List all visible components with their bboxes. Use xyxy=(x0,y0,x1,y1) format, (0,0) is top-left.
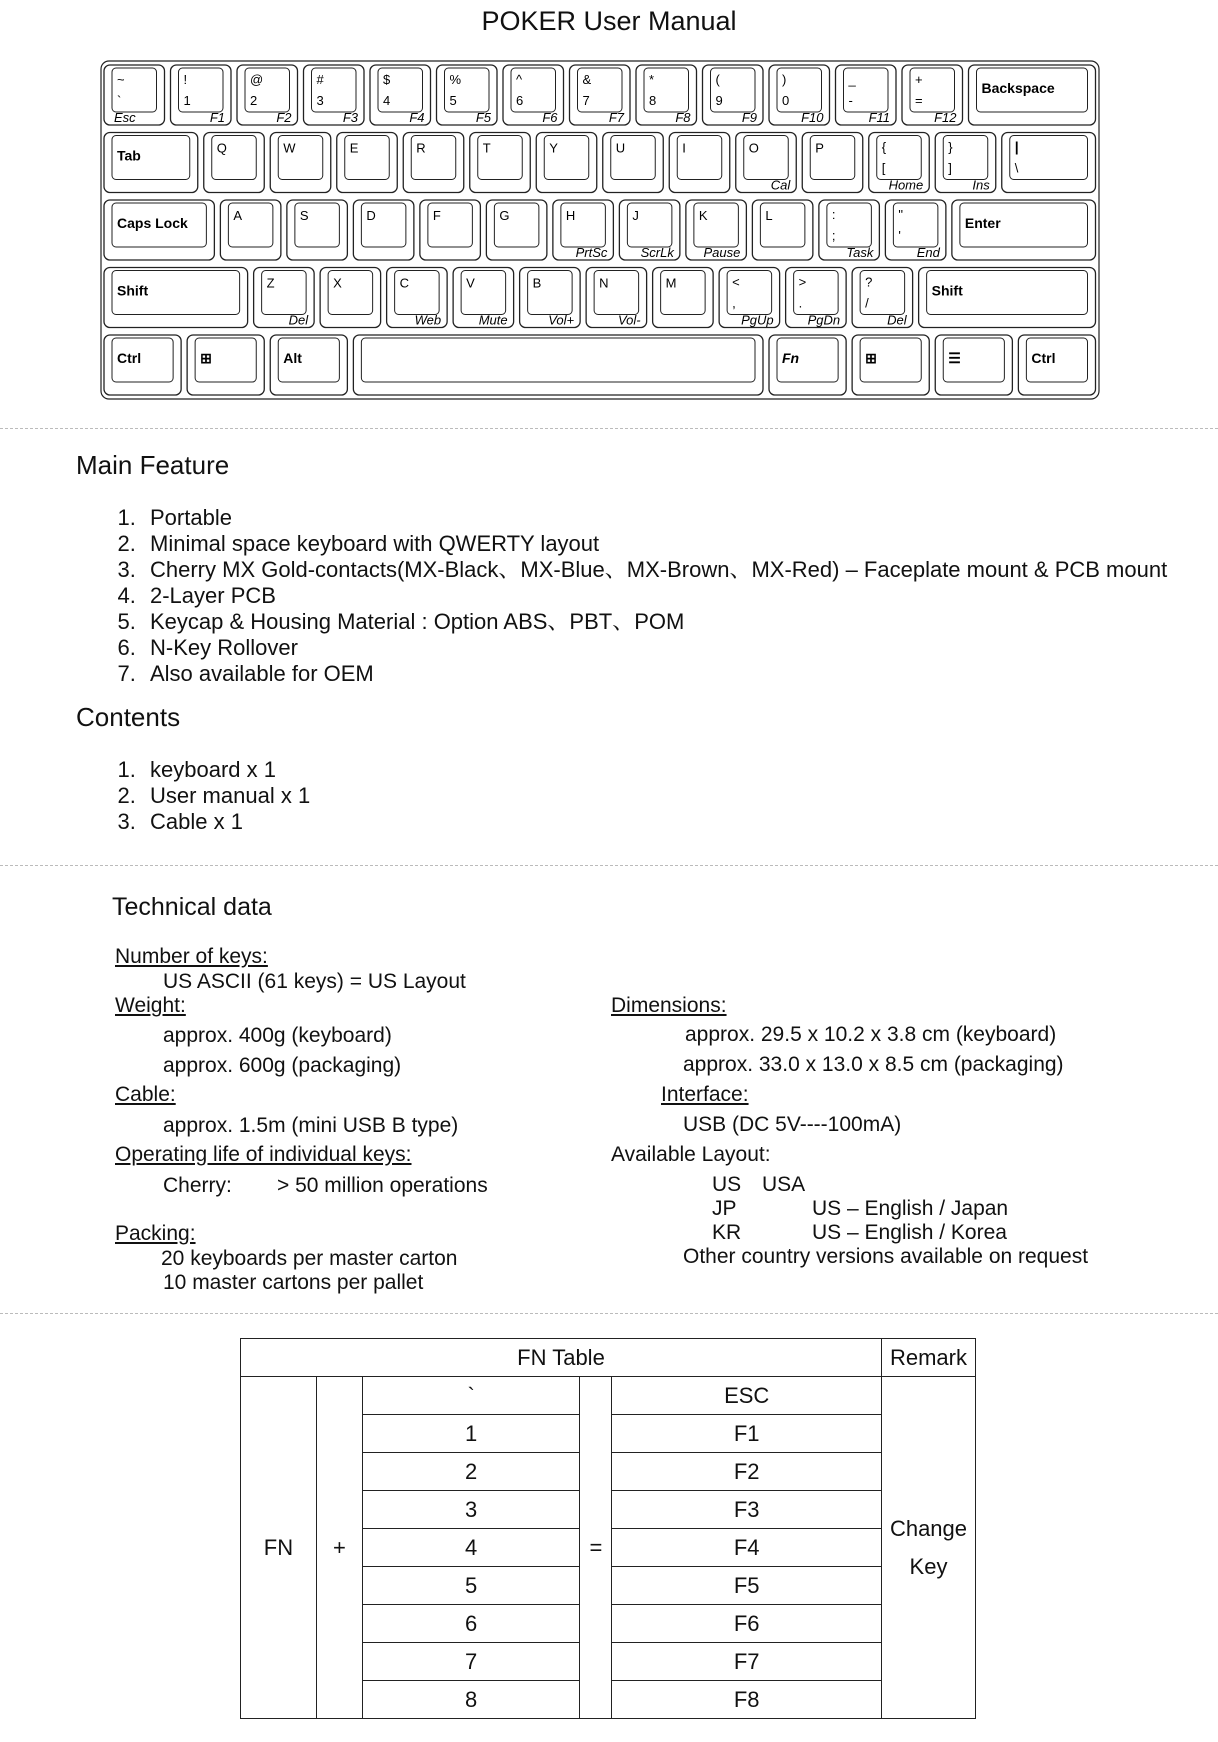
fn-value-cell: F3 xyxy=(612,1491,882,1529)
key-outline xyxy=(536,133,597,193)
key-sublabel: 8 xyxy=(649,93,657,108)
key-label: Caps Lock xyxy=(117,215,188,231)
dimensions-packaging: approx. 33.0 x 13.0 x 8.5 cm (packaging) xyxy=(683,1053,1064,1076)
key[interactable] xyxy=(420,200,481,260)
life-label: Operating life of individual keys: xyxy=(115,1143,412,1166)
key-outline xyxy=(320,268,381,328)
key-fn-label: F8 xyxy=(675,110,691,125)
key[interactable] xyxy=(470,133,531,193)
packing-cartons: 20 keyboards per master carton xyxy=(161,1247,458,1270)
key-label: U xyxy=(615,140,626,156)
key[interactable] xyxy=(902,65,963,125)
key-label: | xyxy=(1014,138,1019,155)
key-label: Shift xyxy=(117,282,149,299)
key-outline xyxy=(852,335,929,395)
key-sublabel: 6 xyxy=(516,93,524,108)
key[interactable] xyxy=(353,335,763,395)
key-fn-label: Del xyxy=(288,312,309,328)
key[interactable] xyxy=(653,268,714,328)
equals-cell: = xyxy=(580,1377,612,1719)
key-fn-label: ScrLk xyxy=(640,245,674,260)
key[interactable] xyxy=(536,133,597,193)
key-outline xyxy=(669,133,730,193)
key-label: > xyxy=(798,274,807,290)
key-label: N xyxy=(599,275,609,291)
remark-header: Remark xyxy=(881,1339,975,1377)
packing-pallet: 10 master cartons per pallet xyxy=(163,1271,424,1294)
page-title: POKER User Manual xyxy=(481,6,737,36)
key-outline xyxy=(1018,335,1095,395)
key[interactable] xyxy=(237,65,298,125)
key-outline xyxy=(270,133,331,193)
key-fn-label: F4 xyxy=(409,110,425,125)
list-item: 5. Keycap & Housing Material : Option ABS、PBT、POM xyxy=(142,609,1167,635)
key-label: H xyxy=(565,208,576,223)
key-label: < xyxy=(732,274,740,290)
key[interactable] xyxy=(802,133,863,193)
fn-table-header-row xyxy=(241,1339,976,1377)
key-label: _ xyxy=(848,72,856,87)
key-label: ~ xyxy=(117,72,125,87)
key-fn-label: F10 xyxy=(801,110,824,125)
list-item: 6. N-Key Rollover xyxy=(142,635,1167,661)
key[interactable] xyxy=(104,200,214,260)
key-label: P xyxy=(815,140,824,156)
key-label: V xyxy=(466,275,475,291)
key-fn-label: F1 xyxy=(209,110,225,125)
list-item: 2. Minimal space keyboard with QWERTY layout xyxy=(142,531,1167,557)
key-fn-label: F3 xyxy=(342,110,358,125)
key-fn-label: PrtSc xyxy=(575,245,608,260)
key-label: % xyxy=(449,72,462,87)
key-sublabel: 5 xyxy=(449,93,457,108)
key-label: Alt xyxy=(283,350,302,366)
key-outline xyxy=(353,335,763,395)
key[interactable] xyxy=(171,65,232,125)
key-label: Tab xyxy=(117,147,141,164)
key[interactable] xyxy=(736,133,797,193)
key[interactable] xyxy=(852,335,929,395)
key[interactable] xyxy=(586,268,647,328)
fn-key-cell: 2 xyxy=(362,1453,580,1491)
key[interactable] xyxy=(270,133,331,193)
key-label: Q xyxy=(216,140,227,156)
key-label: @ xyxy=(250,72,264,87)
keys-value: US ASCII (61 keys) = US Layout xyxy=(163,970,466,993)
key-label: : xyxy=(831,207,836,222)
list-item: 4. 2-Layer PCB xyxy=(142,583,1167,609)
key-label: ⊞ xyxy=(200,350,212,366)
key[interactable] xyxy=(603,133,664,193)
key[interactable] xyxy=(752,200,813,260)
fn-table xyxy=(240,1338,976,1719)
weight-packaging: approx. 600g (packaging) xyxy=(163,1054,402,1077)
key[interactable] xyxy=(287,200,348,260)
key[interactable] xyxy=(952,200,1096,260)
fn-key-cell: 1 xyxy=(362,1415,580,1453)
key[interactable] xyxy=(403,133,464,193)
key[interactable] xyxy=(885,200,946,260)
key[interactable] xyxy=(270,335,347,395)
layout-desc: US – English / Korea xyxy=(812,1221,1007,1244)
key[interactable] xyxy=(520,268,581,328)
key-sublabel: 1 xyxy=(183,93,191,108)
section-divider xyxy=(0,865,1218,866)
key[interactable] xyxy=(320,268,381,328)
key-label: Shift xyxy=(931,282,963,299)
key-label: I xyxy=(682,140,686,156)
key[interactable] xyxy=(719,268,780,328)
key-label: & xyxy=(582,72,592,87)
key-label: M xyxy=(665,275,677,291)
key-sublabel: . xyxy=(798,295,803,311)
key-outline xyxy=(403,133,464,193)
key-fn-label: F12 xyxy=(934,110,957,125)
key[interactable] xyxy=(104,335,181,395)
fn-key-cell: 8 xyxy=(362,1681,580,1719)
key-label: J xyxy=(632,208,639,223)
key-outline xyxy=(752,200,813,260)
remark-line: Key xyxy=(909,1553,948,1579)
key-outline xyxy=(470,133,531,193)
key-outline xyxy=(287,200,348,260)
key-label: G xyxy=(499,208,510,223)
key-fn-label: Ins xyxy=(972,177,990,193)
dimensions-label: Dimensions: xyxy=(611,994,727,1017)
key[interactable] xyxy=(187,335,264,395)
section-divider xyxy=(0,428,1218,429)
key[interactable] xyxy=(304,65,365,125)
key-label: Enter xyxy=(964,215,1001,231)
key-label: D xyxy=(366,208,376,223)
key[interactable] xyxy=(619,200,680,260)
key-outline xyxy=(420,200,481,260)
list-item: 3. Cable x 1 xyxy=(142,809,310,835)
key-label: $ xyxy=(383,72,391,87)
fn-key-cell: 7 xyxy=(362,1643,580,1681)
life-name: Cherry: xyxy=(163,1174,232,1197)
key[interactable] xyxy=(786,268,847,328)
key-sublabel: \ xyxy=(1014,160,1019,176)
technical-heading: Technical data xyxy=(112,893,272,921)
key[interactable] xyxy=(104,133,198,193)
key[interactable] xyxy=(220,200,281,260)
key-fn-label: PgDn xyxy=(807,312,841,328)
key[interactable] xyxy=(453,268,514,328)
key-label: { xyxy=(881,139,887,155)
remark-line: Change xyxy=(889,1515,968,1541)
key-label: + xyxy=(915,72,923,87)
key-label: Y xyxy=(549,140,558,156)
key-label: F xyxy=(432,208,441,223)
cable-value: approx. 1.5m (mini USB B type) xyxy=(163,1114,459,1137)
key[interactable] xyxy=(353,200,414,260)
layout-label: Available Layout: xyxy=(611,1143,771,1166)
key-label: B xyxy=(532,275,542,291)
fn-value-cell: F7 xyxy=(612,1643,882,1681)
key-fn-label: F5 xyxy=(475,110,491,125)
key[interactable] xyxy=(104,65,165,125)
key-outline xyxy=(270,335,347,395)
key-fn-label: End xyxy=(916,245,940,260)
key-sublabel: ` xyxy=(117,93,122,108)
fn-key-cell: 6 xyxy=(362,1605,580,1643)
fn-value-cell: F5 xyxy=(612,1567,882,1605)
key[interactable] xyxy=(836,65,897,125)
key-label: L xyxy=(765,208,773,223)
key-sublabel: 7 xyxy=(582,93,590,108)
fn-key-cell: 5 xyxy=(362,1567,580,1605)
key[interactable] xyxy=(935,133,996,193)
list-item: 2. User manual x 1 xyxy=(142,783,310,809)
list-item: 1. keyboard x 1 xyxy=(142,757,310,783)
key-label: " xyxy=(898,207,903,222)
layout-code: US xyxy=(712,1173,742,1196)
fn-value-cell: F1 xyxy=(612,1415,882,1453)
key-sublabel: 3 xyxy=(316,93,324,108)
fn-key-cell: 3 xyxy=(362,1491,580,1529)
key-sublabel: ] xyxy=(948,160,952,176)
key-label: Ctrl xyxy=(1031,350,1056,366)
life-value: > 50 million operations xyxy=(277,1174,488,1197)
key[interactable] xyxy=(969,65,1096,125)
key[interactable] xyxy=(819,200,880,260)
interface-value: USB (DC 5V----100mA) xyxy=(683,1113,902,1136)
layout-note: Other country versions available on request xyxy=(683,1245,1089,1268)
key-label: ! xyxy=(183,72,188,87)
key-label: R xyxy=(416,140,426,156)
dimensions-keyboard: approx. 29.5 x 10.2 x 3.8 cm (keyboard) xyxy=(685,1023,1057,1046)
list-item: 3. Cherry MX Gold-contacts(MX-Black、MX-Blue、MX-Brown、MX-Red) – Faceplate mount & PCB mount xyxy=(142,557,1167,583)
key-fn-label: PgUp xyxy=(741,312,774,328)
contents-list xyxy=(76,757,310,835)
key-label: } xyxy=(948,139,953,155)
key-label: ) xyxy=(782,72,787,87)
key-label: E xyxy=(349,140,359,156)
key[interactable] xyxy=(387,268,448,328)
key[interactable] xyxy=(104,268,248,328)
table-row xyxy=(241,1377,976,1415)
key-label: A xyxy=(233,208,243,223)
cable-label: Cable: xyxy=(115,1083,176,1106)
fn-value-cell: ESC xyxy=(612,1377,882,1415)
key-label: O xyxy=(748,140,759,156)
key-outline xyxy=(353,200,414,260)
layout-code: KR xyxy=(712,1221,742,1244)
keyboard-diagram xyxy=(100,60,1100,400)
fn-cell: FN xyxy=(241,1377,317,1719)
key[interactable] xyxy=(337,133,398,193)
key-sublabel: = xyxy=(915,93,923,108)
key-sublabel: [ xyxy=(881,160,886,176)
key-fn-label: Cal xyxy=(770,177,791,193)
key-label: X xyxy=(333,275,342,291)
key-outline xyxy=(769,335,846,395)
key-label: # xyxy=(316,72,324,87)
list-item: 1. Portable xyxy=(142,505,1167,531)
key-sublabel: / xyxy=(865,295,869,311)
section-divider xyxy=(0,1313,1218,1314)
key-sublabel: ' xyxy=(898,228,901,243)
key[interactable] xyxy=(636,65,697,125)
main-feature-list xyxy=(76,505,1167,687)
key-outline xyxy=(935,335,1012,395)
key-fn-label: F6 xyxy=(542,110,558,125)
key-fn-label: Mute xyxy=(478,312,508,328)
key[interactable] xyxy=(919,268,1096,328)
layout-desc: US – English / Japan xyxy=(812,1197,1009,1220)
key-label: C xyxy=(399,275,410,291)
fn-value-cell: F6 xyxy=(612,1605,882,1643)
contents-heading: Contents xyxy=(76,702,181,732)
key-outline xyxy=(337,133,398,193)
key-outline xyxy=(603,133,664,193)
key-fn-label: Home xyxy=(888,177,924,193)
key[interactable] xyxy=(437,65,498,125)
key-label: ? xyxy=(865,274,873,290)
key-outline xyxy=(486,200,547,260)
key[interactable] xyxy=(852,268,913,328)
key[interactable] xyxy=(1018,335,1095,395)
key-sublabel: 2 xyxy=(250,93,258,108)
key[interactable] xyxy=(935,335,1012,395)
key-label: Z xyxy=(266,275,275,291)
key-fn-label: F9 xyxy=(741,110,757,125)
key[interactable] xyxy=(869,133,930,193)
key-sublabel: ; xyxy=(831,228,836,243)
key[interactable] xyxy=(553,200,614,260)
key[interactable] xyxy=(769,65,830,125)
key-label: T xyxy=(482,140,491,156)
fn-key-cell: ` xyxy=(362,1377,580,1415)
main-feature-heading: Main Feature xyxy=(76,450,230,480)
key-fn-label: F11 xyxy=(868,110,890,125)
key-sublabel: 9 xyxy=(715,93,723,108)
key-fn-label: Del xyxy=(887,312,907,328)
plus-cell: + xyxy=(316,1377,362,1719)
key[interactable] xyxy=(486,200,547,260)
key-outline xyxy=(204,133,265,193)
key-label: ( xyxy=(715,72,720,87)
key[interactable] xyxy=(669,133,730,193)
key[interactable] xyxy=(686,200,747,260)
key-sublabel: , xyxy=(732,295,736,311)
key[interactable] xyxy=(370,65,431,125)
key-label: ^ xyxy=(516,72,523,87)
key[interactable] xyxy=(254,268,315,328)
key-label: ☰ xyxy=(948,350,961,366)
weight-keyboard: approx. 400g (keyboard) xyxy=(163,1024,392,1047)
fn-value-cell: F2 xyxy=(612,1453,882,1491)
key[interactable] xyxy=(503,65,564,125)
key-label: Ctrl xyxy=(117,350,142,366)
key-outline xyxy=(187,335,264,395)
key[interactable] xyxy=(1002,133,1096,193)
key-label: Backspace xyxy=(981,80,1055,96)
fn-key-cell: 4 xyxy=(362,1529,580,1567)
key-fn-label: F7 xyxy=(608,110,624,125)
key-outline xyxy=(104,335,181,395)
key-fn-label: Vol+ xyxy=(548,312,575,328)
key-fn-label: Task xyxy=(846,245,874,260)
fn-value-cell: F8 xyxy=(612,1681,882,1719)
key-sublabel: - xyxy=(848,93,853,108)
key-outline xyxy=(220,200,281,260)
layout-code: JP xyxy=(712,1197,737,1220)
fn-table-header: FN Table xyxy=(241,1339,882,1377)
key-fn-label: Web xyxy=(414,312,442,328)
key-label: W xyxy=(283,140,296,156)
key-fn-label: Pause xyxy=(703,245,741,260)
key-fn-label: Esc xyxy=(114,110,136,125)
key-label: S xyxy=(299,208,309,223)
key[interactable] xyxy=(204,133,265,193)
key-sublabel: 4 xyxy=(383,93,391,108)
key[interactable] xyxy=(769,335,846,395)
fn-value-cell: F4 xyxy=(612,1529,882,1567)
key[interactable] xyxy=(570,65,631,125)
remark-cell xyxy=(881,1377,975,1719)
weight-label: Weight: xyxy=(115,994,186,1017)
keys-label: Number of keys: xyxy=(115,945,268,968)
key-label: K xyxy=(698,208,708,223)
packing-label: Packing: xyxy=(115,1222,196,1245)
key-label: ⊞ xyxy=(865,350,877,366)
key-fn-label: Vol- xyxy=(617,312,641,328)
key[interactable] xyxy=(703,65,764,125)
key-label: * xyxy=(649,72,655,87)
interface-label: Interface: xyxy=(661,1083,749,1106)
key-sublabel: 0 xyxy=(782,93,790,108)
key-outline xyxy=(802,133,863,193)
layout-desc: USA xyxy=(762,1173,806,1196)
key-fn-label: F2 xyxy=(276,110,292,125)
list-item: 7. Also available for OEM xyxy=(142,661,1167,687)
key-label: Fn xyxy=(782,350,800,366)
key-outline xyxy=(653,268,714,328)
